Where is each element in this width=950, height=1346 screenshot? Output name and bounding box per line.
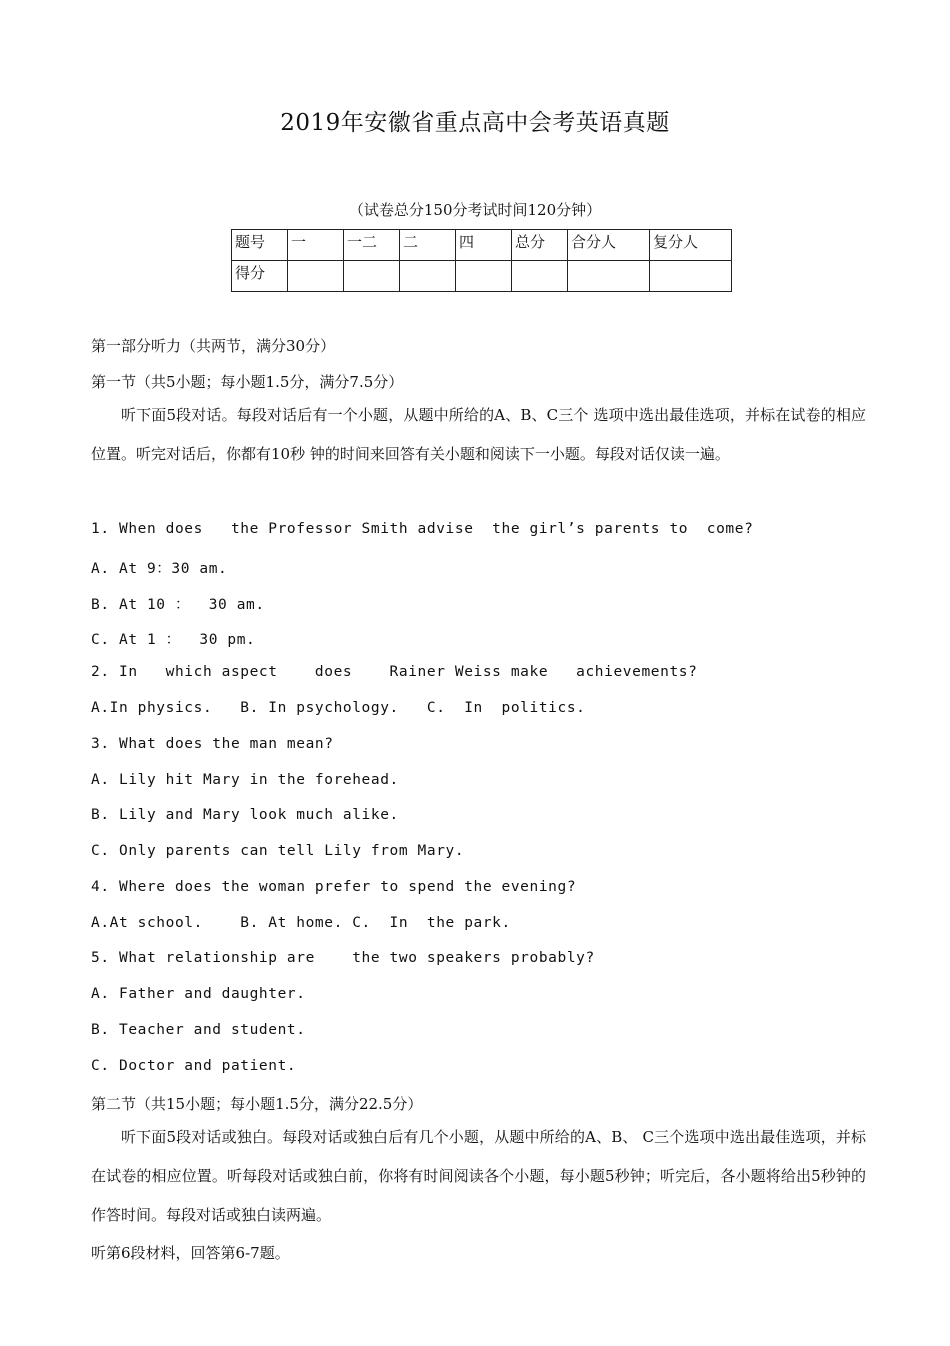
- table-cell: 一: [288, 230, 344, 261]
- option-1b: B. At 10 ： 30 am.: [91, 597, 265, 613]
- option-3c: C. Only parents can tell Lily from Mary.: [91, 843, 465, 859]
- score-input-cell: [568, 261, 650, 292]
- exam-info: （试卷总分150分考试时间120分钟）: [348, 201, 602, 219]
- section2-heading: 第二节（共15小题；每小题1.5分，满分22.5分）: [91, 1095, 423, 1113]
- table-cell: 总分: [512, 230, 568, 261]
- table-cell: 一二: [344, 230, 400, 261]
- table-cell: 复分人: [650, 230, 732, 261]
- score-input-cell: [400, 261, 456, 292]
- section1-instructions: 听下面5段对话。每段对话后有一个小题，从题中所给的A、B、C三个 选项中选出最佳选项，并标在试卷的相应位置。听完对话后，你都有10秒 钟的时间来回答有关小题和阅读下一小题。每段对话仅读一遍。: [91, 406, 866, 463]
- table-cell: 得分: [232, 261, 288, 292]
- question-3: 3. What does the man mean?: [91, 736, 334, 752]
- options-2: A.In physics. B. In psychology. C. In politics.: [91, 700, 586, 716]
- score-input-cell: [512, 261, 568, 292]
- score-input-cell: [650, 261, 732, 292]
- table-cell: 四: [456, 230, 512, 261]
- options-4: A.At school. B. At home. C. In the park.: [91, 915, 511, 931]
- option-3a: A. Lily hit Mary in the forehead.: [91, 772, 399, 788]
- section1-heading: 第一节（共5小题；每小题1.5分，满分7.5分）: [91, 373, 404, 391]
- option-1c: C. At 1 ： 30 pm.: [91, 632, 256, 648]
- table-cell: 二: [400, 230, 456, 261]
- question-1: 1. When does the Professor Smith advise the girl’s parents to come?: [91, 521, 754, 537]
- table-cell: 合分人: [568, 230, 650, 261]
- material-6-note: 听第6段材料，回答第6-7题。: [91, 1244, 290, 1262]
- part1-heading: 第一部分听力（共两节，满分30分）: [91, 337, 336, 355]
- score-table: [231, 229, 732, 292]
- option-5a: A. Father and daughter.: [91, 986, 306, 1002]
- option-1a: A. At 9：30 am.: [91, 561, 228, 577]
- question-4: 4. Where does the woman prefer to spend the evening?: [91, 879, 577, 895]
- score-table-header-row: [232, 230, 732, 261]
- section2-instructions: 听下面5段对话或独白。每段对话或独白后有几个小题，从题中所给的A、B、 C三个选项中选出最佳选项，并标在试卷的相应位置。听每段对话或独白前，你将有时间阅读各个小题，每小题5秒钟；听完后，各小题将给出5秒钟的作答时间。每段对话或独白读两遍。: [91, 1128, 866, 1224]
- question-5: 5. What relationship are the two speakers probably?: [91, 950, 595, 966]
- option-5c: C. Doctor and patient.: [91, 1058, 297, 1074]
- score-input-cell: [456, 261, 512, 292]
- page-title: 2019年安徽省重点高中会考英语真题: [280, 110, 670, 136]
- score-table-score-row: [232, 261, 732, 292]
- score-input-cell: [288, 261, 344, 292]
- question-2: 2. In which aspect does Rainer Weiss make achievements?: [91, 664, 698, 680]
- score-input-cell: [344, 261, 400, 292]
- option-3b: B. Lily and Mary look much alike.: [91, 807, 399, 823]
- option-5b: B. Teacher and student.: [91, 1022, 306, 1038]
- table-cell: 题号: [232, 230, 288, 261]
